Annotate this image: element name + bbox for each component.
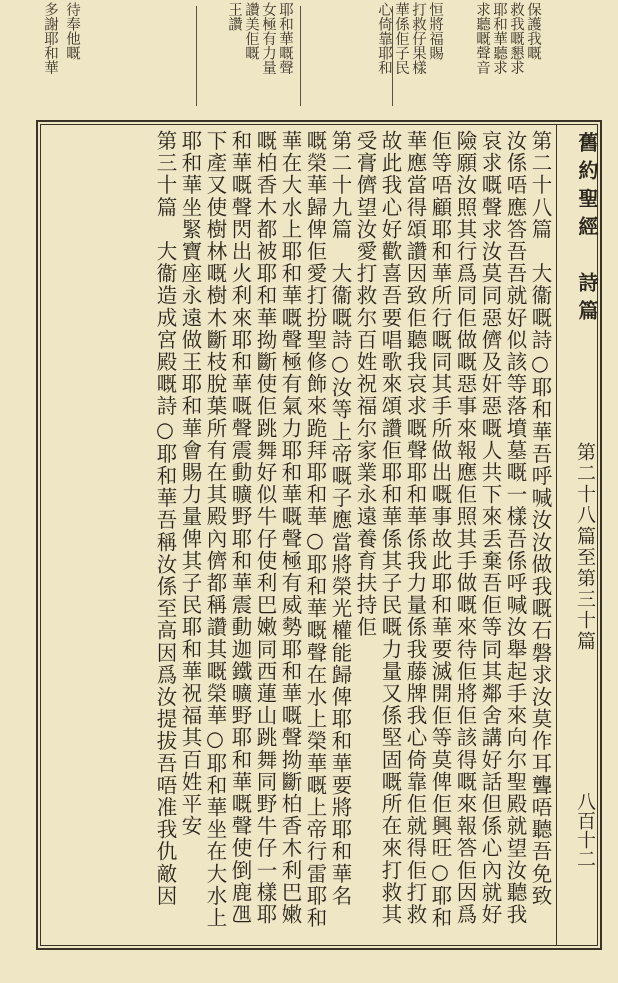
text-column: 佢等唔顧耶和華所行嘅同其手所做出嘅事故此耶和華要滅開佢等莫俾佢興旺○耶和 bbox=[428, 130, 452, 930]
header-line: 耶和華嘅聲 bbox=[277, 2, 293, 75]
header-line: 多謝耶和華 bbox=[42, 2, 58, 75]
text-column: 和華嘅聲閃出火利來耶和華嘅聲震動曠野耶和華震動迦鐵曠野耶和華嘅聲使倒鹿乪 bbox=[228, 130, 252, 926]
page-header bbox=[0, 0, 618, 110]
text-column: 華應當得頌讚因致佢聽我哀求嘅聲耶和華係我力量係我藤牌我心倚靠佢就得佢打救 bbox=[403, 130, 427, 926]
text-column: 華在大水上耶和華嘅聲極有氣力耶和華嘅聲極有威勢耶和華嘅聲拗斷柏香木利巴嫩 bbox=[278, 130, 302, 926]
text-column: 耶和華坐緊寶座永遠做王耶和華會賜力量俾其子民耶和華祝福其百姓平安 bbox=[178, 130, 202, 838]
text-column: 受膏儕望汝愛打救尔百姓祝福尔家業永遠養育扶持佢 bbox=[353, 130, 377, 639]
header-line: 保護我嘅 bbox=[525, 2, 541, 60]
scripture-text bbox=[44, 130, 552, 945]
header-line: 待奉他嘅 bbox=[64, 2, 80, 60]
header-divider bbox=[300, 6, 301, 106]
text-column: 故此我心好歡喜吾要唱歌來頌讚佢耶和華係其子民嘅力量又係堅固嘅所在來打救其 bbox=[378, 130, 402, 926]
header-line: 恒將福賜 bbox=[427, 2, 443, 60]
running-title: 舊約聖經 詩篇 bbox=[575, 132, 599, 328]
header-line: 耶和華聽求 bbox=[491, 2, 507, 75]
text-column: 嘅柏香木都被耶和華拗斷使佢跳舞好似牛仔使利巴嫩同西蓮山跳舞同野牛仔一樣耶 bbox=[253, 130, 277, 926]
title-column-divider bbox=[556, 124, 557, 946]
text-column: 第二十九篇 大衞嘅詩○汝等上帝嘅子應當將榮光權能歸俾耶和華要將耶和華名 bbox=[328, 130, 352, 907]
header-line: 打救仔果樣 bbox=[410, 2, 426, 75]
header-line: 女極有力量 bbox=[260, 2, 276, 75]
text-column: 險願汝照其行爲同佢做嘅惡事來報應佢照其手做嘅來待佢將佢該得嘅來報答佢因爲 bbox=[453, 130, 477, 926]
header-line: 王讚 bbox=[226, 2, 242, 31]
header-line: 讚美佢嘅 bbox=[243, 2, 259, 60]
text-column: 下產又使樹林嘅樹木斷枝脫葉所有在其殿內儕都稱讚其嘅榮華○耶和華坐在大水上 bbox=[203, 130, 227, 930]
header-line: 救我嘅懇求 bbox=[508, 2, 524, 75]
header-line: 求聽嘅聲音 bbox=[474, 2, 490, 75]
page-number: 八百十二 bbox=[574, 792, 596, 868]
text-column: 嘅榮華歸俾佢愛打扮聖修飾來跪拜耶和華○耶和華嘅聲在水上榮華嘅上帝行雷耶和 bbox=[303, 130, 327, 930]
running-subtitle: 第二十八篇至第三十篇 bbox=[574, 442, 596, 652]
text-column: 第三十篇 大衞造成宮殿嘅詩○耶和華吾稱汝係至高因爲汝提拔吾唔准我仇敵因 bbox=[153, 130, 177, 907]
text-column: 第二十八篇 大衞嘅詩○耶和華吾呼喊汝汝做我嘅石磐求汝莫作耳聾唔聽吾免致 bbox=[528, 130, 552, 907]
header-divider bbox=[196, 6, 197, 106]
text-column: 哀求嘅聲求汝莫同惡儕及奸惡嘅人共下來丢棄吾佢等同其鄰舍講好話但係心內就好 bbox=[478, 130, 502, 926]
text-column: 汝係唔應答吾吾就好似該等落墳墓嘅一樣吾係呼喊汝舉起手來向尔聖殿就望汝聽我 bbox=[503, 130, 527, 926]
header-line: 華係佢子民 bbox=[393, 2, 409, 75]
header-line: 心倚靠耶和 bbox=[376, 2, 392, 75]
